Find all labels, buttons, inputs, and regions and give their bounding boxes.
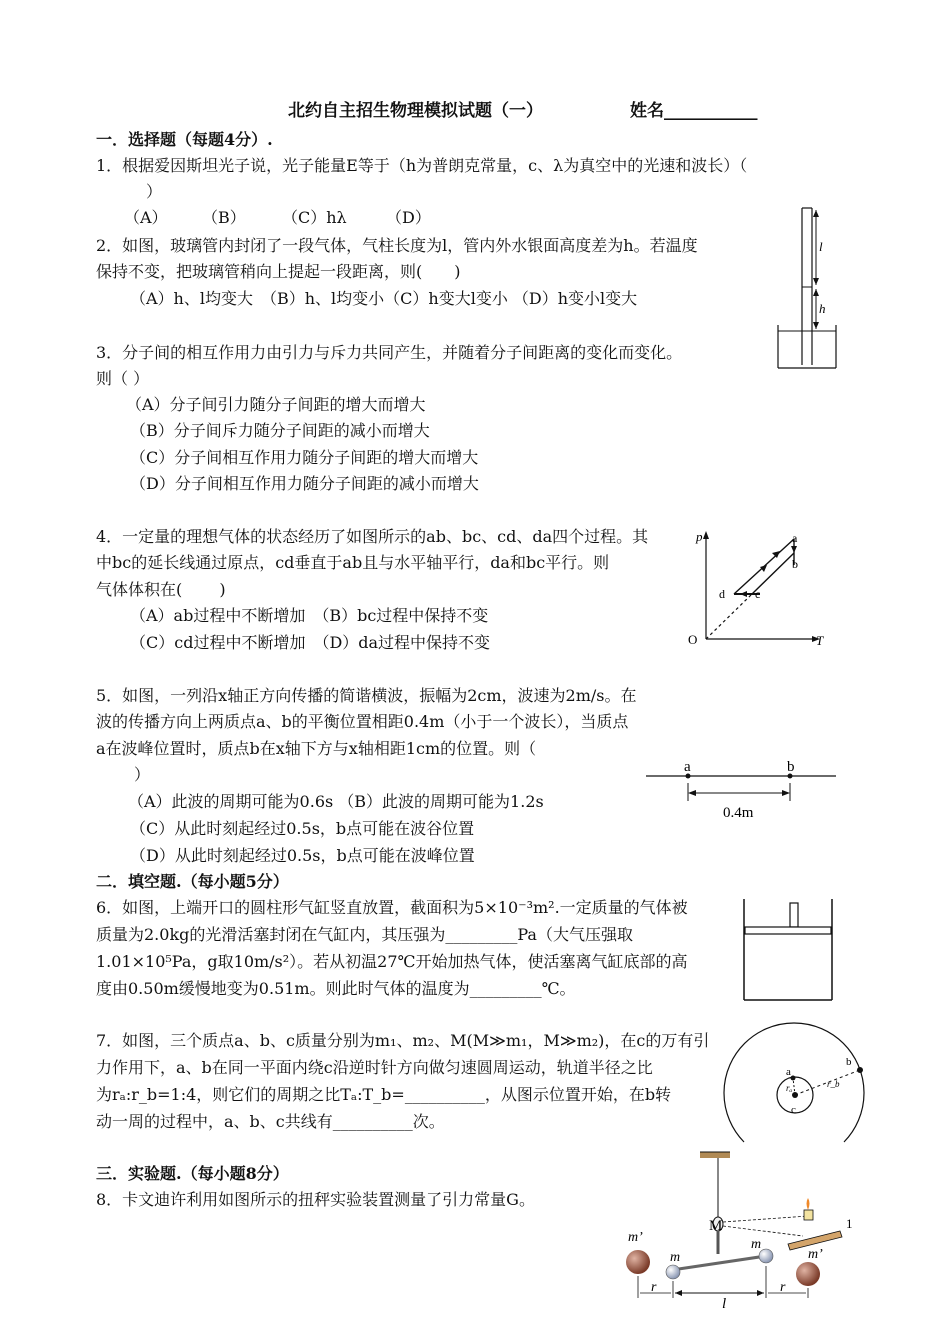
q6-line-1: 6．如图，上端开口的圆柱形气缸竖直放置，截面积为5×10⁻³m².一定质量的气体被 [96, 898, 688, 917]
large-mass-label-left: m’ [628, 1230, 643, 1245]
origin-label: O [688, 632, 698, 647]
q5-options-row-1: （A）此波的周期可能为0.6s （B）此波的周期可能为1.2s [128, 792, 544, 811]
wave-points-figure [644, 755, 840, 825]
height-label-h: h [819, 301, 826, 316]
q2-line-2: 保持不变，把玻璃管稍向上提起一段距离，则( ) [96, 262, 461, 281]
state-label-c: c [755, 587, 761, 601]
mirror-label-m: M [709, 1218, 723, 1234]
q5-option-d: （D）从此时刻起经过0.5s，b点可能在波峰位置 [130, 846, 475, 865]
page-title: 北约自主招生物理模拟试题（一） [288, 101, 543, 121]
radius-label-ra: rₐ [786, 1083, 793, 1093]
state-label-d: d [719, 587, 725, 601]
q4-line-1: 4．一定量的理想气体的状态经历了如图所示的ab、bc、cd、da四个过程。其 [96, 527, 649, 546]
small-mass-label-left: m [670, 1250, 681, 1265]
q1-stem: 1．根据爱因斯坦光子说，光子能量E等于（h为普朗克常量，c、λ为真空中的光速和波长）（ [96, 156, 748, 175]
distance-label-r-left: r [651, 1280, 657, 1295]
q1-paren-close: ） [146, 182, 163, 201]
q5-line-2: 波的传播方向上两质点a、b的平衡位置相距0.4m（小于一个波长），当质点 [96, 712, 629, 731]
q3-line-2: 则（ ） [96, 369, 150, 388]
q5-line-1: 5．如图，一列沿x轴正方向传播的简谐横波，振幅为2cm，波速为2m/s。在 [96, 686, 637, 705]
section-heading-experiment: 三．实验题.（每小题8分） [96, 1164, 289, 1183]
name-field-label: 姓名___________ [630, 101, 758, 121]
state-label-a: a [792, 531, 798, 545]
q1-option-c: （C）hλ [282, 208, 347, 227]
orbit-point-a: a [786, 1066, 791, 1078]
q4-options-row-2: （C）cd过程中不断增加 （D）da过程中保持不变 [130, 633, 491, 652]
axis-label-t: T [816, 633, 824, 648]
q5-line-4: ） [134, 765, 151, 784]
radius-label-rb: r_b [827, 1079, 840, 1089]
rod-length-label-l: l [722, 1296, 727, 1312]
distance-label: 0.4m [723, 805, 754, 821]
q8-line-1: 8．卡文迪许利用如图所示的扭秤实验装置测量了引力常量G。 [96, 1190, 535, 1209]
small-mass-label-right: m [751, 1237, 762, 1252]
q1-option-d: （D） [386, 208, 431, 227]
q1-option-b: （B） [202, 208, 246, 227]
q7-line-4: 动一周的过程中，a、b、c共线有__________次。 [96, 1112, 445, 1131]
q6-line-3: 1.01×10⁵Pa，g取10m/s²）。若从初温27℃开始加热气体，使活塞离气缸底部的高 [96, 952, 688, 971]
q6-line-2: 质量为2.0kg的光滑活塞封闭在气缸内，其压强为_________Pa（大气压强取 [96, 925, 633, 944]
q2-line-1: 2．如图，玻璃管内封闭了一段气体，气柱长度为l，管内外水银面高度差为h。若温度 [96, 236, 698, 255]
q2-options: （A）h、l均变大 （B）h、l均变小（C）h变大l变小 （D）h变小l变大 [130, 289, 638, 308]
glass-tube-figure [772, 205, 842, 371]
q5-line-3: a在波峰位置时，质点b在x轴下方与x轴相距1cm的位置。则（ [96, 739, 537, 758]
orbit-point-b: b [846, 1056, 852, 1068]
q3-option-a: （A）分子间引力随分子间距的增大而增大 [126, 395, 426, 414]
point-label-b: b [787, 759, 795, 775]
orbits-figure [720, 1018, 870, 1148]
q7-line-3: 为rₐ:r_b=1:4，则它们的周期之比Tₐ:T_b=__________，从图示位置开始，在b转 [96, 1085, 672, 1104]
q1-option-a: （A） [124, 208, 168, 227]
q3-option-d: （D）分子间相互作用力随分子间距的减小而增大 [130, 474, 479, 493]
scale-label-1: 1 [846, 1216, 853, 1231]
q4-line-3: 气体体积在( ) [96, 580, 226, 599]
distance-label-r-right: r [780, 1280, 786, 1295]
state-label-b: b [792, 557, 798, 571]
q4-options-row-1: （A）ab过程中不断增加 （B）bc过程中保持不变 [130, 606, 489, 625]
torsion-balance-figure [618, 1148, 868, 1317]
length-label-l: l [819, 239, 823, 254]
large-mass-label-right: m’ [808, 1247, 823, 1262]
section-heading-fill: 二．填空题.（每小题5分） [96, 872, 289, 891]
center-point-c: c [791, 1104, 796, 1116]
q3-line-1: 3．分子间的相互作用力由引力与斥力共同产生，并随着分子间距离的变化而变化。 [96, 343, 683, 362]
axis-label-p: p [696, 529, 703, 544]
q4-line-2: 中bc的延长线通过原点，cd垂直于ab且与水平轴平行，da和bc平行。则 [96, 553, 610, 572]
section-heading-choice: 一．选择题（每题4分）. [96, 130, 273, 149]
q3-option-c: （C）分子间相互作用力随分子间距的增大而增大 [130, 448, 479, 467]
cylinder-piston-figure [740, 895, 840, 1005]
point-label-a: a [684, 759, 691, 775]
q5-option-c: （C）从此时刻起经过0.5s，b点可能在波谷位置 [130, 819, 475, 838]
q7-line-2: 力作用下，a、b在同一平面内绕c沿逆时针方向做匀速圆周运动，轨道半径之比 [96, 1058, 653, 1077]
pt-diagram-figure [682, 527, 832, 651]
q6-line-4: 度由0.50m缓慢地变为0.51m。则此时气体的温度为_________℃。 [96, 979, 576, 998]
q7-line-1: 7．如图，三个质点a、b、c质量分别为m₁、m₂、M(M≫m₁，M≫m₂)，在c的万有引 [96, 1031, 710, 1050]
q3-option-b: （B）分子间斥力随分子间距的减小而增大 [130, 421, 430, 440]
